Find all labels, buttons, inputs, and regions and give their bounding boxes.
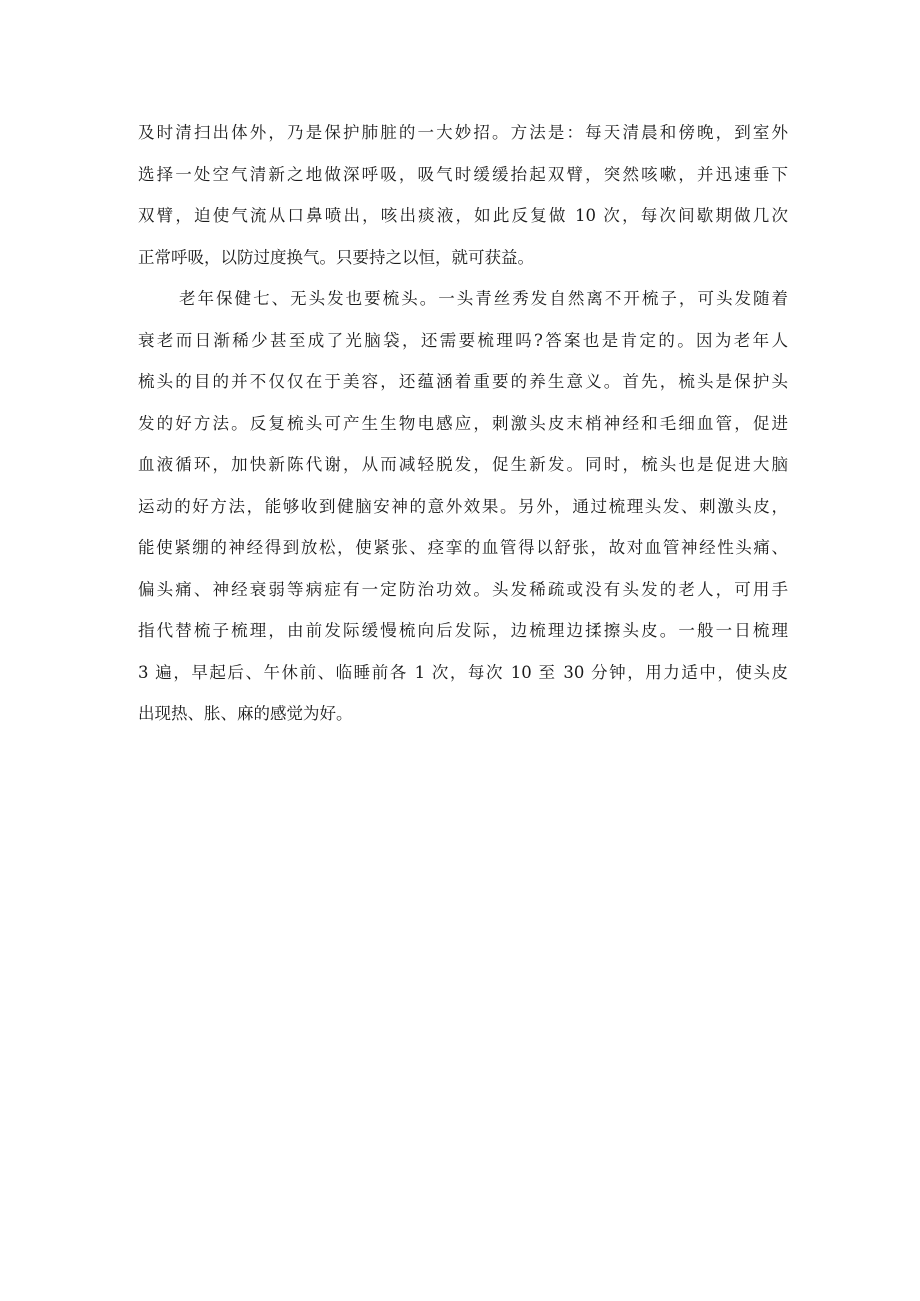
text-line: 选择一处空气清新之地做深呼吸，吸气时缓缓抬起双臂，突然咳嗽，并迅速垂下 [138, 164, 788, 184]
text-line: 偏头痛、神经衰弱等病症有一定防治功效。头发稀疏或没有头发的老人，可用手 [138, 579, 788, 599]
text-line: 血液循环，加快新陈代谢，从而减轻脱发，促生新发。同时，梳头也是促进大脑 [138, 455, 788, 474]
text-line: 指代替梳子梳理，由前发际缓慢梳向后发际，边梳理边揉擦头皮。一般一日梳理 [138, 621, 788, 640]
text-line: 运动的好方法，能够收到健脑安神的意外效果。另外，通过梳理头发、刺激头皮， [138, 496, 788, 516]
text-line: 正常呼吸，以防过度换气。只要持之以恒，就可获益。 [138, 247, 534, 267]
text-line: 及时清扫出体外，乃是保护肺脏的一大妙招。方法是：每天清晨和傍晚，到室外 [138, 123, 788, 142]
text-line: 能使紧绷的神经得到放松，使紧张、痉挛的血管得以舒张，故对血管神经性头痛、 [138, 538, 788, 557]
text-line: 3 遍，早起后、午休前、临睡前各 1 次，每次 10 至 30 分钟，用力适中，使头皮 [138, 662, 788, 682]
paragraph-hair-combing [138, 278, 788, 735]
paragraph-lung-exercise [138, 112, 788, 278]
text-line: 衰老而日渐稀少甚至成了光脑袋，还需要梳理吗?答案也是肯定的。因为老年人 [138, 330, 788, 350]
text-line: 梳头的目的并不仅仅在于美容，还蕴涵着重要的养生意义。首先，梳头是保护头 [138, 372, 788, 391]
text-line: 双臂，迫使气流从口鼻喷出，咳出痰液，如此反复做 10 次，每次间歇期做几次 [138, 206, 788, 225]
text-line: 老年保健七、无头发也要梳头。一头青丝秀发自然离不开梳子，可头发随着 [179, 289, 788, 308]
text-line: 出现热、胀、麻的感觉为好。 [138, 704, 353, 723]
document-body [138, 112, 788, 735]
text-line: 发的好方法。反复梳头可产生生物电感应，刺激头皮末梢神经和毛细血管，促进 [138, 413, 788, 433]
